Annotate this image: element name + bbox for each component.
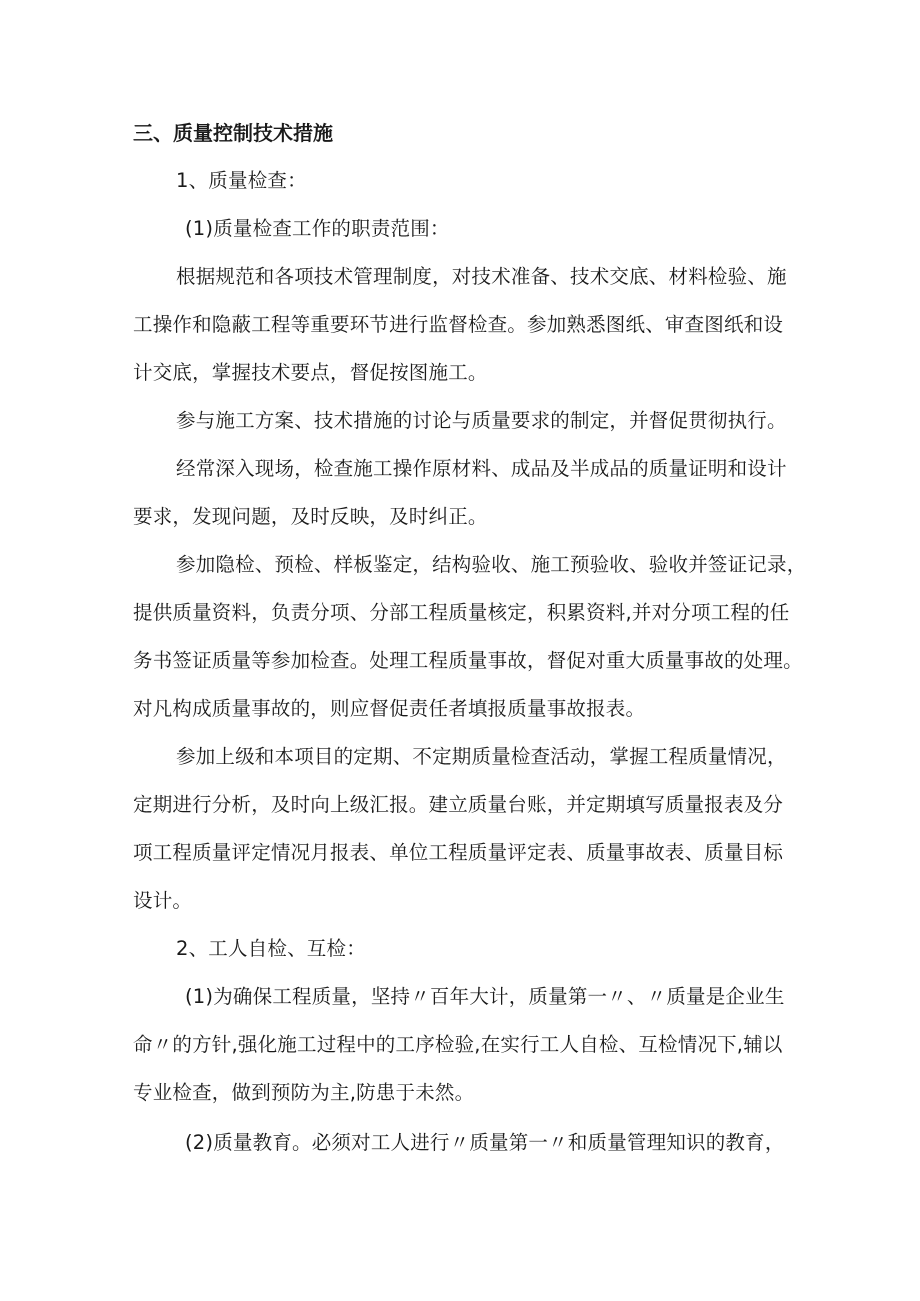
paragraph-line: 计交底，掌握技术要点，督促按图施工。 — [133, 361, 488, 384]
paragraph-line: 提供质量资料，负责分项、分部工程质量核定，积累资料,并对分项工程的任 — [133, 601, 790, 624]
paragraph-line: 参加上级和本项目的定期、不定期质量检查活动，掌握工程质量情况， — [176, 745, 787, 768]
paragraph-line: 要求，发现问题，及时反映，及时纠正。 — [133, 505, 488, 528]
paragraph-line: 设计。 — [133, 889, 193, 912]
paragraph-line: 定期进行分析，及时向上级汇报。建立质量台账，并定期填写质量报表及分 — [133, 793, 784, 816]
paragraph-line: 参加隐检、预检、样板鉴定，结构验收、施工预验收、验收并签证记录， — [176, 553, 807, 576]
paragraph-line: 命〃的方针,强化施工过程中的工序检验,在实行工人自检、互检情况下,辅以 — [133, 1033, 783, 1056]
paragraph-line: (2)质量教育。必须对工人进行〃质量第一〃和质量管理知识的教育， — [185, 1131, 785, 1154]
subsection-title-worker-inspection: 2、工人自检、互检： — [176, 937, 366, 960]
section-heading: 三、质量控制技术措施 — [133, 121, 333, 145]
paragraph-line: 务书签证质量等参加检查。处理工程质量事故，督促对重大质量事故的处理。 — [133, 649, 803, 672]
paragraph-line: (1)为确保工程质量，坚持〃百年大计，质量第一〃、〃质量是企业生 — [185, 985, 785, 1008]
paragraph-line: 工操作和隐蔽工程等重要环节进行监督检查。参加熟悉图纸、审查图纸和设 — [133, 313, 784, 336]
item-title-duty-scope: (1)质量检查工作的职责范围： — [185, 217, 450, 240]
paragraph-line: 专业检查，做到预防为主,防患于未然。 — [133, 1081, 475, 1104]
paragraph-line: 经常深入现场，检查施工操作原材料、成品及半成品的质量证明和设计 — [176, 457, 787, 480]
paragraph-line: 根据规范和各项技术管理制度，对技术准备、技术交底、材料检验、施 — [176, 265, 787, 288]
paragraph-line: 项工程质量评定情况月报表、单位工程质量评定表、质量事故表、质量目标 — [133, 841, 784, 864]
paragraph-line: 参与施工方案、技术措施的讨论与质量要求的制定，并督促贯彻执行。 — [176, 409, 787, 432]
paragraph-line: 对凡构成质量事故的，则应督促责任者填报质量事故报表。 — [133, 697, 646, 720]
subsection-title-quality-inspection: 1、质量检查： — [176, 169, 307, 192]
